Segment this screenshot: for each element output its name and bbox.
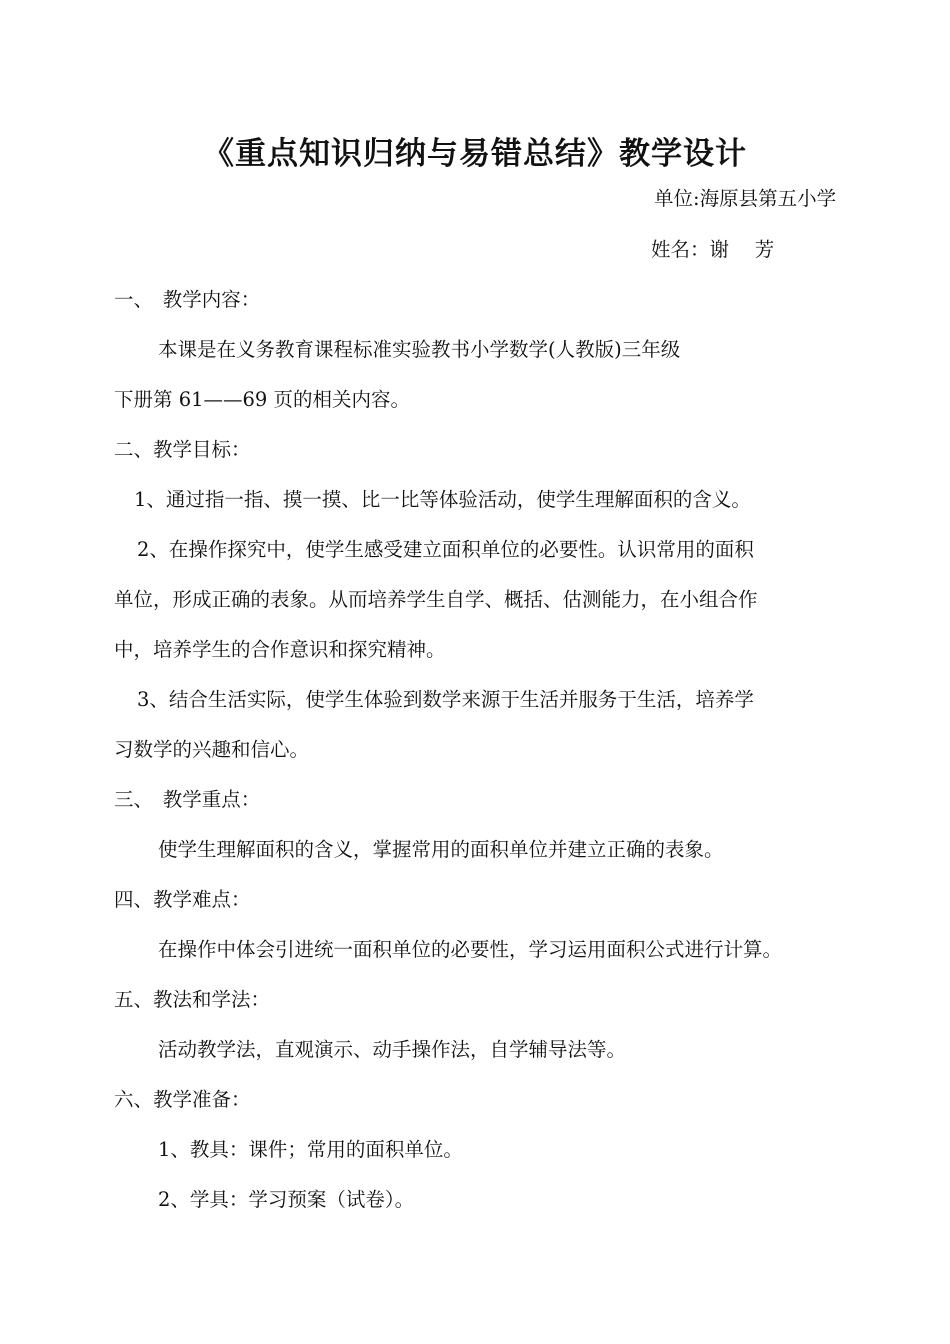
section-heading-content: 一、 教学内容： [114,288,261,311]
paragraph-line: 单位，形成正确的表象。从而培养学生自学、概括、估测能力，在小组合作 [114,588,758,611]
paragraph-line: 下册第 61——69 页的相关内容。 [114,388,411,411]
paragraph-line: 2、在操作探究中，使学生感受建立面积单位的必要性。认识常用的面积 [137,538,754,561]
section-heading-goals: 二、教学目标： [114,438,251,461]
paragraph-line: 1、通过指一指、摸一摸、比一比等体验活动，使学生理解面积的含义。 [134,488,751,511]
paragraph-line: 1、教具：课件；常用的面积单位。 [158,1138,463,1161]
section-heading-preparation: 六、教学准备： [114,1088,251,1111]
paragraph-line: 习数学的兴趣和信心。 [114,738,310,761]
section-heading-methods: 五、教法和学法： [114,988,271,1011]
section-heading-difficulty: 四、教学难点： [114,888,251,911]
paragraph-line: 使学生理解面积的含义，掌握常用的面积单位并建立正确的表象。 [158,838,724,861]
section-heading-focus: 三、 教学重点： [114,788,261,811]
school-unit: 单位:海原县第五小学 [654,187,837,210]
paragraph-line: 本课是在义务教育课程标准实验教书小学数学(人教版)三年级 [158,338,681,361]
paragraph-line: 3、结合生活实际，使学生体验到数学来源于生活并服务于生活，培养学 [137,688,754,711]
paragraph-line: 中，培养学生的合作意识和探究精神。 [114,638,446,661]
document-title: 《重点知识归纳与易错总结》教学设计 [203,136,747,172]
paragraph-line: 2、学具：学习预案（试卷）。 [158,1188,415,1211]
paragraph-line: 活动教学法，直观演示、动手操作法，自学辅导法等。 [158,1038,627,1061]
author-name: 姓名：谢 芳 [651,238,775,261]
paragraph-line: 在操作中体会引进统一面积单位的必要性，学习运用面积公式进行计算。 [158,938,783,961]
